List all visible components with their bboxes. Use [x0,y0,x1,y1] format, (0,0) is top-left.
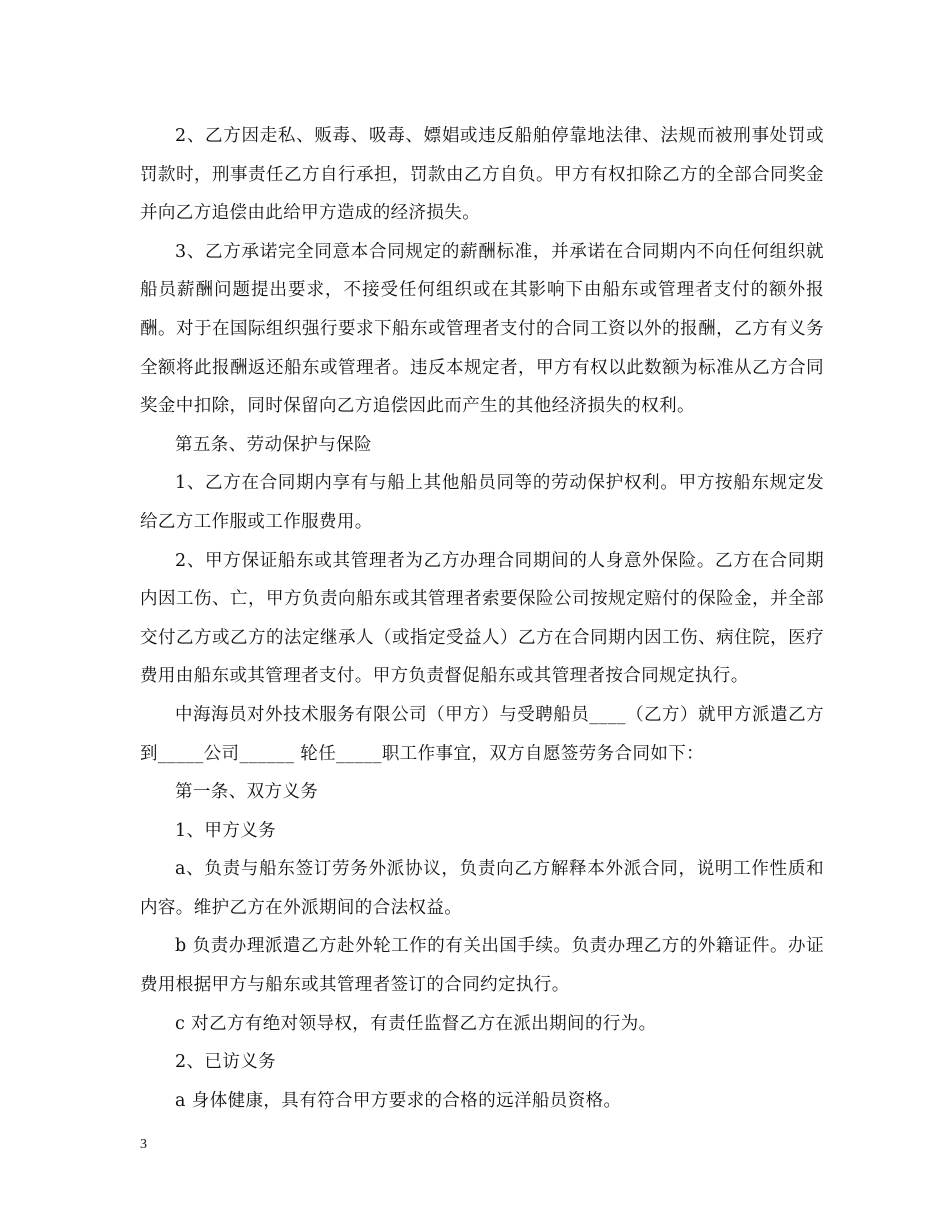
document-body [140,117,824,1120]
subheading-party-b-duties: 2、已访义务 [175,1052,277,1073]
subheading-party-a-duties: 1、甲方义务 [175,820,277,841]
paragraph-clause-3-salary-commitment: 3、乙方承诺完全同意本合同规定的薪酬标准，并承诺在合同期内不向任何组织就船员薪酬问题提出要求，不接受任何组织或在其影响下由船东或管理者支付的额外报酬。对于在国际组织强行要求下船东或管理者支付的合同工资以外的报酬，乙方有义务全额将此报酬返还船东或管理者。违反本规定者，甲方有权以此数额为标准从乙方合同奖金中扣除，同时保留向乙方追偿因此而产生的其他经济损失的权利。 [140,241,824,417]
paragraph-contract-preamble: 中海海员对外技术服务有限公司（甲方）与受聘船员____（乙方）就甲方派遣乙方到_____公司______ 轮任_____职工作事宜，双方自愿签劳务合同如下： [140,704,824,764]
paragraph-clause-2-smuggling-penalty: 2、乙方因走私、贩毒、吸毒、嫖娼或违反船舶停靠地法律、法规而被刑事处罚或罚款时，刑事责任乙方自行承担，罚款由乙方自负。甲方有权扣除乙方的全部合同奖金并向乙方追偿由此给甲方造成的经济损失。 [140,126,824,224]
paragraph-accident-insurance: 2、甲方保证船东或其管理者为乙方办理合同期间的人身意外保险。乙方在合同期内因工伤、亡，甲方负责向船东或其管理者索要保险公司按规定赔付的保险金，并全部交付乙方或乙方的法定继承人（或指定受益人）乙方在合同期内因工伤、病住院，医疗费用由船东或其管理者支付。甲方负责督促船东或其管理者按合同规定执行。 [140,550,824,687]
page-number: 3 [140,1137,147,1152]
section-heading-article-1: 第一条、双方义务 [175,782,319,803]
paragraph-duty-c: c 对乙方有绝对领导权，有责任监督乙方在派出期间的行为。 [175,1013,657,1034]
paragraph-duty-a: a、负责与船东签订劳务外派协议，负责向乙方解释本外派合同，说明工作性质和内容。维护乙方在外派期间的合法权益。 [140,859,824,918]
paragraph-party-b-duty-a: a 身体健康，具有符合甲方要求的合格的远洋船员资格。 [175,1090,622,1111]
paragraph-duty-b: b 负责办理派遣乙方赴外轮工作的有关出国手续。负责办理乙方的外籍证件。办证费用根据甲方与船东或其管理者签订的合同约定执行。 [140,936,824,996]
section-heading-article-5: 第五条、劳动保护与保险 [175,434,372,455]
paragraph-labor-protection: 1、乙方在合同期内享有与船上其他船员同等的劳动保护权利。甲方按船东规定发给乙方工作服或工作服费用。 [140,473,824,532]
